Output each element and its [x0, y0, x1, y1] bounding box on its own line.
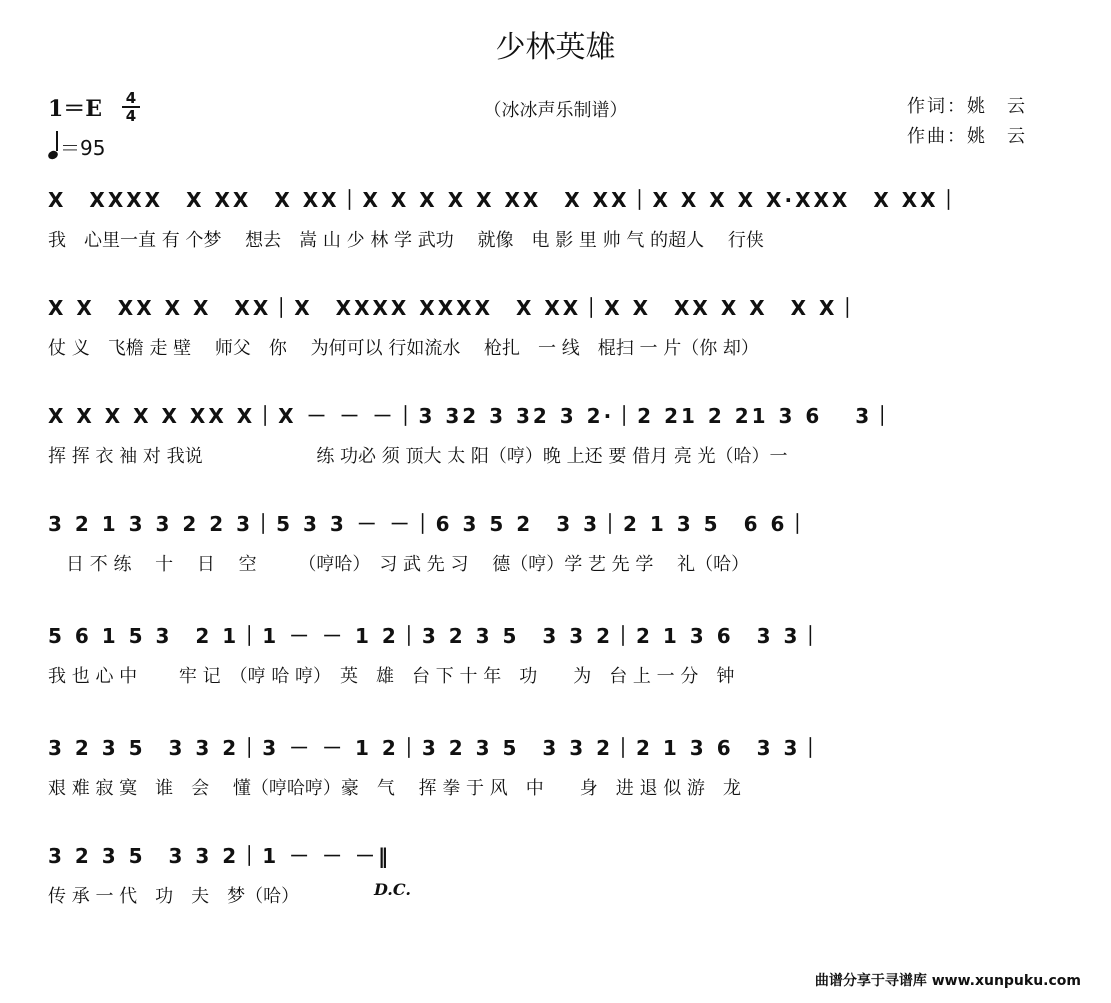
composer-credit: 作曲：姚 云 — [907, 126, 1027, 147]
notation-line: 3 2 3 5 3 3 2｜1 － － －‖ — [48, 844, 392, 868]
notation-line: 5 6 1 5 3 2 1｜1 － － 1 2｜3 2 3 5 3 3 2｜2 1 3 6 3 3｜ — [48, 624, 824, 648]
notation-line: X X X X X XX X｜X － － －｜3 32 3 32 3 2·｜2 21 2 21 3 6 3｜ — [48, 404, 896, 428]
time-signature-bottom: 4 — [125, 107, 137, 125]
lyrics-line: 日 不 练 十 日 空 （哼哈） 习 武 先 习 德（哼）学 艺 先 学 礼（哈） — [48, 554, 750, 575]
tempo-value: ＝95 — [60, 136, 106, 160]
song-title: 少林英雄 — [495, 30, 616, 65]
lyricist-credit: 作词：姚 云 — [907, 96, 1027, 117]
subtitle: （冰冰声乐制谱） — [483, 100, 628, 121]
lyrics-line: 仗 义 飞檐 走 壁 师父 你 为何可以 行如流水 枪扎 一 线 棍扫 一 片（你 却） — [48, 338, 759, 359]
footer-credit: 曲谱分享于寻谱库 www.xunpuku.com — [814, 973, 1081, 989]
time-signature-top: 4 — [125, 89, 137, 107]
key-signature: 1＝E — [48, 96, 103, 122]
lyrics-line: 我 心里一直 有 个梦 想去 嵩 山 少 林 学 武功 就像 电 影 里 帅 气 的超人 行侠 — [48, 230, 764, 251]
lyrics-line: 我 也 心 中 牢 记 （哼 哈 哼） 英 雄 台 下 十 年 功 为 台 上 一 分 钟 — [48, 666, 735, 687]
lyrics-line: 挥 挥 衣 袖 对 我说 练 功必 须 顶大 太 阳（哼）晚 上还 要 借月 亮 光（哈）一 — [48, 446, 788, 467]
notation-line: X XXXX X XX X XX｜X X X X X XX X XX｜X X X X X·XXX X XX｜ — [48, 188, 962, 212]
notation-line: X X XX X X XX｜X XXXX XXXX X XX｜X X XX X X X X｜ — [48, 296, 861, 320]
tempo-marking — [48, 132, 105, 161]
lyrics-line: 传 承 一 代 功 夫 梦（哈） — [48, 886, 300, 907]
lyrics-line: 艰 难 寂 寞 谁 会 懂（哼哈哼）豪 气 挥 拳 于 风 中 身 进 退 似 游 龙 — [48, 778, 741, 799]
dc-marking: D.C. — [374, 880, 411, 899]
notation-line: 3 2 1 3 3 2 2 3｜5 3 3 － －｜6 3 5 2 3 3｜2 1 3 5 6 6｜ — [48, 512, 811, 536]
notation-line: 3 2 3 5 3 3 2｜3 － － 1 2｜3 2 3 5 3 3 2｜2 1 3 6 3 3｜ — [48, 736, 824, 760]
